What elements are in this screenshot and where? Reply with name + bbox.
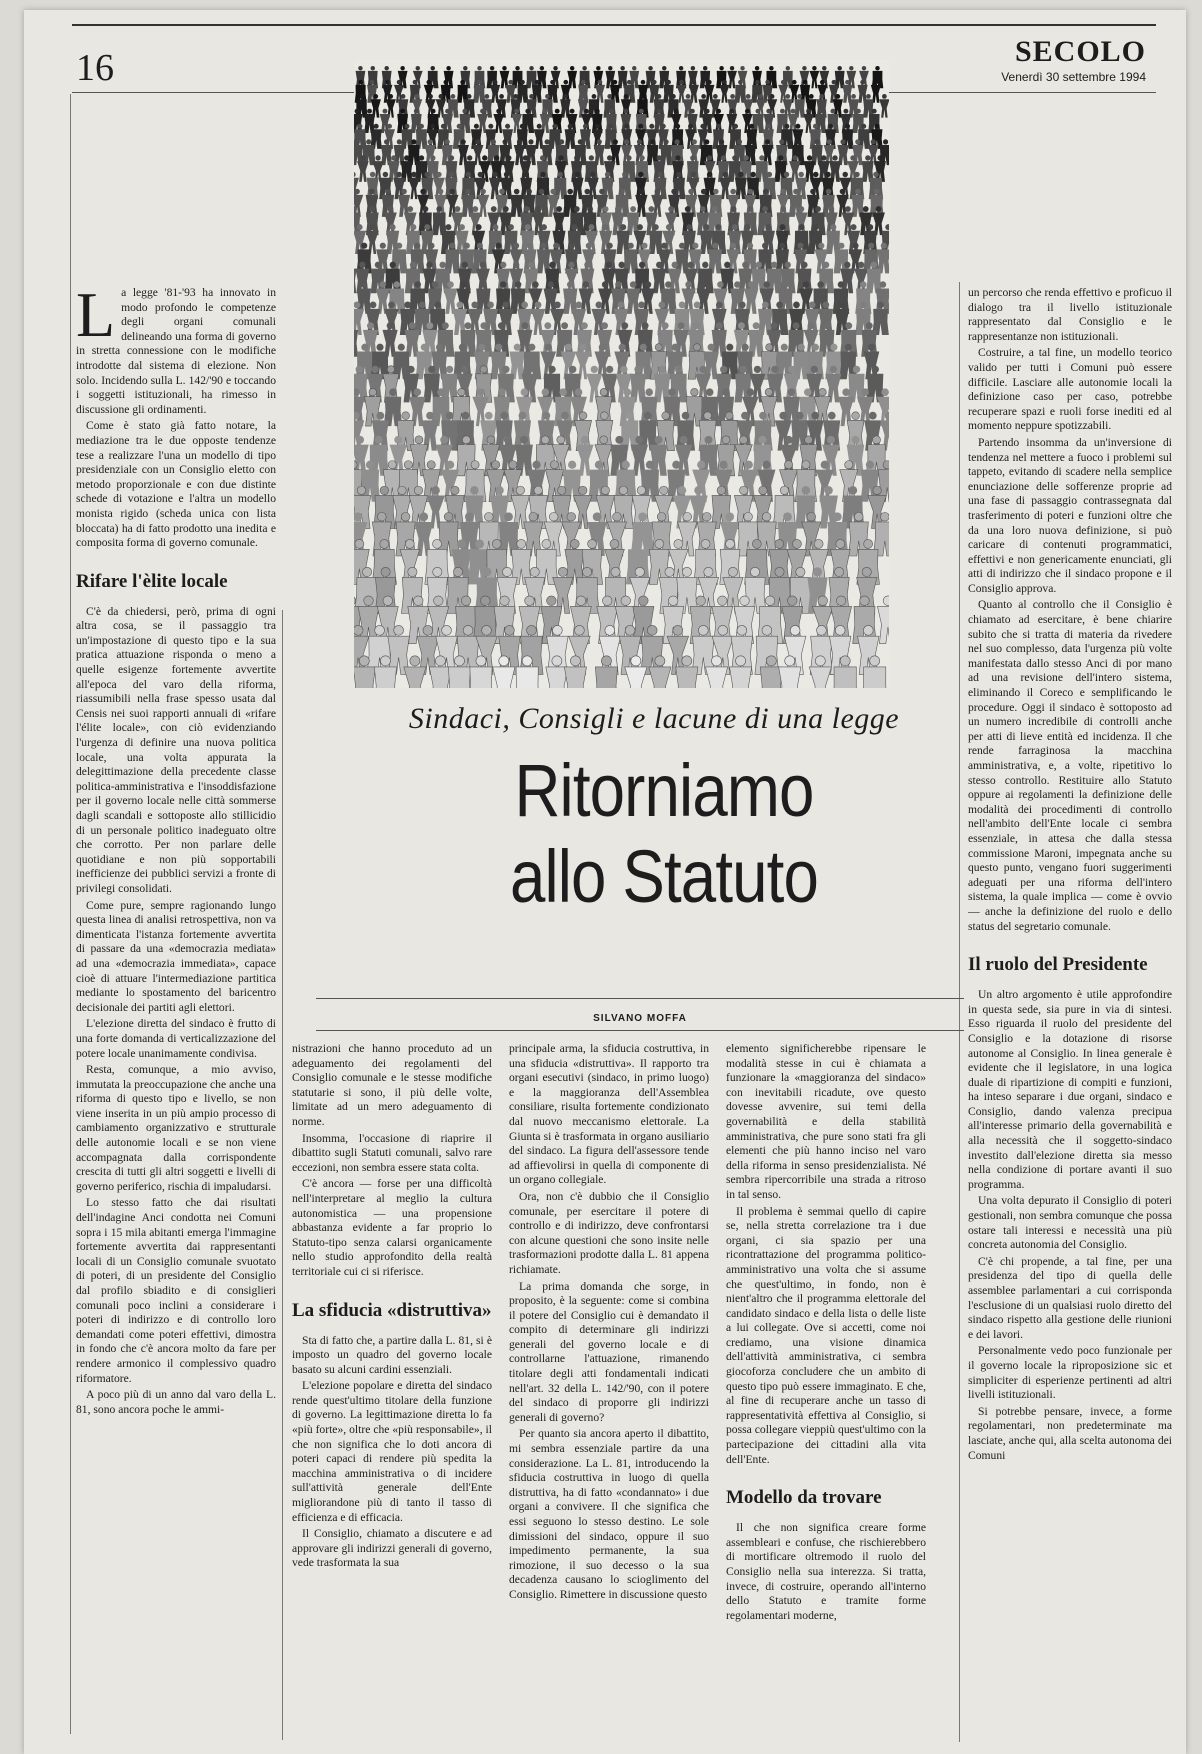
paragraph: Come pure, sempre ragionando lungo questa linea di analisi retrospettiva, non va dimenticata l'istanza fortemente avvertita di passare da una «democrazia mediata» ad una «democrazia immediata», capace cioè di attuare l'intermediazione partitica mediante lo spostamento del baricentro decisionale dei partiti agli elettori.: [76, 898, 276, 1014]
article-headline: [372, 748, 957, 920]
column-4: [726, 1042, 926, 1625]
column-1: [76, 279, 276, 1419]
drop-cap: L: [76, 279, 116, 350]
newspaper-page: [24, 10, 1186, 1754]
crowd-figure: [649, 656, 671, 688]
byline: SILVANO MOFFA: [593, 1013, 687, 1024]
headline-line: Ritorniamo: [514, 749, 814, 832]
paragraph: Il problema è semmai quello di capire se, nella stretta correlazione tra i due organi, ci sia spazio per una ricontrattazione del programma politico-amministrativo una volta che si assume che quest'ultimo, in fondo, non è nient'altro che il programma elettorale del candidato sindaco e della lista o delle liste a lui collegate. Ove si accetti, come noi crediamo, una visione dinamica dell'attività amministrativa, ci sembra giocoforza concludere che un ambito di questo tipo può essere immaginato. E che, al fine di recuperare anche un tasso di rappresentatività effettiva al Consiglio, si possa collegare vieppiù quest'ultimo con la partecipazione dei cittadini alla vita dell'Ente.: [726, 1204, 926, 1466]
paragraph: Il che non significa creare forme assembleari e confuse, che rischierebbero di mortificare oltremodo il ruolo del Consiglio nella sua interezza. Si tratta, invece, di costruire, operando all'interno dello Statuto e tramite forme regolamentari moderne,: [726, 1521, 926, 1622]
paragraph: Personalmente vedo poco funzionale per il governo locale la riproposizione sic et simpliciter di esperienze pertinenti ad altri livelli istituzionali.: [968, 1344, 1172, 1402]
paragraph: Partendo insomma da un'inversione di tendenza nel mettere a fuoco i problemi sul tappeto, evitando di scadere nella semplice enunciazione delle sofferenze proprie ad una fase di passaggio contrassegnata dal trasferimento di poteri e funzioni oltre che da una loro nuova definizione, si può caricare di contenuti programmatici, effettivi e non genericamente enunciati, gli atti di indirizzo che il sindaco propone e il Consiglio approva.: [968, 435, 1172, 595]
paragraph: Resta, comunque, a mio avviso, immutata la preoccupazione che anche una riforma di questo tipo e livello, se non viene inserita in un più ampio processo di cambiamento organizzativo e strutturale delle autonomie locali e se non viene accompagnata dalla corrispondente crescita di tutti gli altri soggetti e livelli di governo periferico, rischia di impaludarsi.: [76, 1063, 276, 1193]
page-number: 16: [76, 47, 114, 89]
paragraph: principale arma, la sfiducia costruttiva, in una sfiducia «distruttiva». Il rapporto tra organi esecutivi (sindaco, in primo luogo) e la maggioranza dell'Assemblea consiliare, risulta fortemente condizionato dal nuovo meccanismo elettorale. La Giunta si è trasformata in organo ausiliario del sindaco. La figura dell'assessore tende ad affievolirsi in quella di componente di un organo collegiale.: [509, 1042, 709, 1187]
article-kicker: Sindaci, Consigli e lacune di una legge: [408, 702, 900, 735]
issue-date: Venerdì 30 settembre 1994: [1001, 70, 1146, 84]
paragraph: Si potrebbe pensare, invece, a forme regolamentari, non predeterminate ma lasciate, anche qui, alla scelta autonoma dei Comuni: [968, 1404, 1172, 1462]
paragraph: Lo stesso fatto che dai risultati dell'indagine Anci condotta nei Comuni sopra i 15 mila abitanti emerga l'immagine fortemente avvertita dai rappresentanti locali di un Consiglio comunale svuotato di poteri, di un presidente del Consiglio dal profilo sbiadito e di consiglieri comunali poco inclini a considerare i poteri di indirizzo e di controllo loro demandati come poteri effettivi, dimostra in fondo che c'è ancora molto da fare per rendere armonico il complessivo quadro riformatore.: [76, 1196, 276, 1385]
masthead: [1001, 36, 1146, 84]
paragraph: L'elezione diretta del sindaco è frutto di una forte domanda di verticalizzazione del potere locale unanimamente condivisa.: [76, 1017, 276, 1060]
paragraph: Sta di fatto che, a partire dalla L. 81, si è imposto un quadro del governo locale basato su alcuni cardini essenziali.: [292, 1333, 492, 1376]
column-2: [292, 1042, 492, 1573]
subheading: La sfiducia «distruttiva»: [292, 1299, 492, 1321]
paragraph: Quanto al controllo che il Consiglio è chiamato ad esercitare, è bene chiarire subito che si tratta di materia da rivedere nel suo complesso, data l'urgenza più volte manifestata dallo stesso Anci di por mano ad una revisione dell'intero sistema, eliminando il Coreco e semplificando le procedure. Oggi il sindaco è sottoposto ad un numero incredibile di controlli anche per atti di lieve entità ed incidenza. Il che rende farraginosa la macchina amministrativa, e, a volte, ripetitivo lo stesso controllo. Restituire allo Statuto oppure ai regolamenti la definizione delle modalità dei procedimenti di controllo nell'ambito dell'Ente locale ci sembra essenziale, in attesa che dalla stessa commissione Maroni, impegnata anche su questo punto, vengano fuori suggerimenti adeguati per una riforma dell'intero sistema, la quale implica — come è ovvio — anche la definizione del ruolo e dello status del segretario comunale.: [968, 598, 1172, 933]
paragraph: Ora, non c'è dubbio che il Consiglio comunale, per esercitare il potere di controllo e di indirizzo, deve confrontarsi con alcune questioni che sono insite nelle trasformazioni prodotte dalla L. 81 appena richiamate.: [509, 1189, 709, 1276]
byline-rule: [316, 1030, 964, 1031]
subheading: Rifare l'èlite locale: [76, 570, 228, 592]
paragraph: elemento significherebbe ripensare le modalità stesse in cui è chiamata a funzionare la «maggioranza del sindaco» con inevitabili ricadute, ove questo dovesse avvenire, sui temi della governabilità e della stabilità amministrativa, che pure sono stati fra gli elementi che più hanno inciso nel varo della riforma in senso presidenzialista. Né sembra ripercorribile una strada a ritroso in tal senso.: [726, 1042, 926, 1201]
paragraph: Una volta depurato il Consiglio di poteri gestionali, non sembra comunque che possa ostare tali interessi e necessità una più concreta autonomia del Consiglio.: [968, 1194, 1172, 1252]
paragraph: Il Consiglio, chiamato a discutere e ad approvare gli indirizzi generali di governo, vede trasformata la sua: [292, 1527, 492, 1570]
paragraph: Come è stato già fatto notare, la mediazione tra le due opposte tendenze tese a realizzare l'una un modello di tipo presidenziale con un Consiglio eletto con metodo proporzionale e con due distinte schede di votazione e l'altra un modello monista rigido (scheda unica con lista bloccata) ha di fatto prodotto una inedita e composita forma di governo comunale.: [76, 419, 276, 550]
paragraph: Insomma, l'occasione di riaprire il dibattito sugli Statuti comunali, salvo rare eccezioni, non sembra essere stata colta.: [292, 1131, 492, 1174]
paragraph: nistrazioni che hanno proceduto ad un adeguamento dei regolamenti del Consiglio comunale e le stesse modifiche statutarie si sono, il più delle volte, limitate ad un mero adeguamento di norme.: [292, 1042, 492, 1128]
lead-paragraph: [76, 279, 276, 417]
column-5: [968, 286, 1172, 1465]
headline-line: allo Statuto: [509, 835, 819, 918]
paragraph: A poco più di un anno dal varo della L. 81, sono ancora poche le ammi-: [76, 1388, 276, 1416]
paragraph: L'elezione popolare e diretta del sindaco rende quest'ultimo titolare della funzione di governo. La legittimazione diretta lo fa «più forte», oltre che «più responsabile», il che non significa che lo doti ancora di poteri capaci di rendere più spedita la macchina amministrativa o di incidere sull'attività generale dell'Ente migliorandone più di tanto il tasso di efficienza e di efficacia.: [292, 1379, 492, 1524]
paragraph: Per quanto sia ancora aperto il dibattito, mi sembra essenziale partire da una considerazione. La L. 81, introducendo la sfiducia costruttiva in luogo di quella distruttiva, ha di fatto «condannato» i due organi a convivere. Il che significa che essi seguono lo stesso destino. Le sole dimissioni del sindaco, oppure il suo impedimento permanente, la sua rimozione, il suo decesso o la sua decadenza causano lo scioglimento del Consiglio. Rimettere in discussione questo: [509, 1427, 709, 1601]
column-rule: [959, 282, 960, 1742]
paragraph: C'è da chiedersi, però, prima di ogni altra cosa, se il passaggio tra un'impostazione di questo tipo e la sua pratica attuazione risponda o meno a quelle esigenze fortemente avvertite all'epoca del varo della riforma, riassumibili nella frase spesso usata dal Censis nei suoi rapporti annuali di «rifare l'élite locale», con ciò evidenziando l'urgenza di definire una nuova politica locale, una volta appurata la delegittimazione della precedente classe politica-amministrativa e l'insoddisfazione per il governo locale nelle città sommerse dagli scandali e sottoposte allo stillicidio di un personale politico inadeguato oltre che corrotto. Per non parlare delle quotidiane e non più sopportabili inefficienze dei pubblici servizi a fronte di privilegi consolidati.: [76, 604, 276, 895]
crowd-figure: [879, 94, 889, 118]
subheading: Il ruolo del Presidente: [968, 954, 1148, 976]
crowd-figure: [354, 262, 357, 294]
paragraph: un percorso che renda effettivo e proficuo il dialogo tra il livello istituzionale rappresentato dal Consiglio e le rappresentanze non istituzionali.: [968, 286, 1172, 343]
masthead-brand: SECOLO: [1014, 35, 1146, 68]
crowd-drawing: [354, 60, 889, 688]
column-rule: [282, 610, 283, 1740]
paragraph: Un altro argomento è utile approfondire in questa sede, sia pure in via di sintesi. Esso riguarda il ruolo del presidente del Consiglio e la dotazione di risorse autonome al Consiglio. In linea generale è evidente che il legislatore, in una logica duale di ripartizione di compiti e funzioni, ha inteso separare i due organi, sindaco e Consiglio, dando valenza precipua all'interesse primario della governabilità e alla necessità che il soggetto-sindaco investito dall'elezione diretta sia messo nella condizione di portare avanti il suo programma.: [968, 988, 1172, 1191]
column-3: [509, 1042, 709, 1605]
lead-text: a legge '81-'93 ha innovato in modo profondo le competenze degli organi comunali delineando una forma di governo in stretta connessione con le modifiche introdotte dal sistema di elezione. Non solo. Incidendo sulla L. 142/'90 e toccando i soggetti istituzionali, ha rimesso in discussione gli ordinamenti.: [76, 286, 276, 416]
paragraph: Costruire, a tal fine, un modello teorico valido per tutti i Comuni può essere difficile. Lasciare alle autonomie locali la definizione caso per caso, potrebbe recuperare spazi e ruoli forse inediti ed al momento neppure spotizzabili.: [968, 346, 1172, 433]
paragraph: C'è chi propende, a tal fine, per una presidenza del tipo di quella delle assemblee parlamentari a cui corrisponda l'esclusione di un qualsiasi ruolo diretto del sindaco rispetto alla gestione delle riunioni e dei lavori.: [968, 1254, 1172, 1341]
top-rule: [72, 24, 1156, 26]
paragraph: C'è ancora — forse per una difficoltà nell'interpretare al meglio la cultura autonomistica — una propensione abbastanza evidente a far proprio lo Statuto-tipo senza calarsi organicamente nello studio approfondito della realtà territoriale cui ci si riferisce.: [292, 1177, 492, 1278]
byline-rule: [316, 998, 964, 999]
crowd-illustration: [354, 60, 889, 688]
paragraph: La prima domanda che sorge, in proposito, è la seguente: come si combina il potere del Consiglio cui è demandato il compito di determinare gli indirizzi generali del governo locale e di controllarne l'attuazione, rimanendo titolare degli atti fondamentali indicati nell'art. 32 della L. 142/'90, con il potere del sindaco di proporre gli indirizzi generali di governo?: [509, 1279, 709, 1424]
subheading: Modello da trovare: [726, 1487, 882, 1509]
column-rule: [70, 94, 71, 1734]
